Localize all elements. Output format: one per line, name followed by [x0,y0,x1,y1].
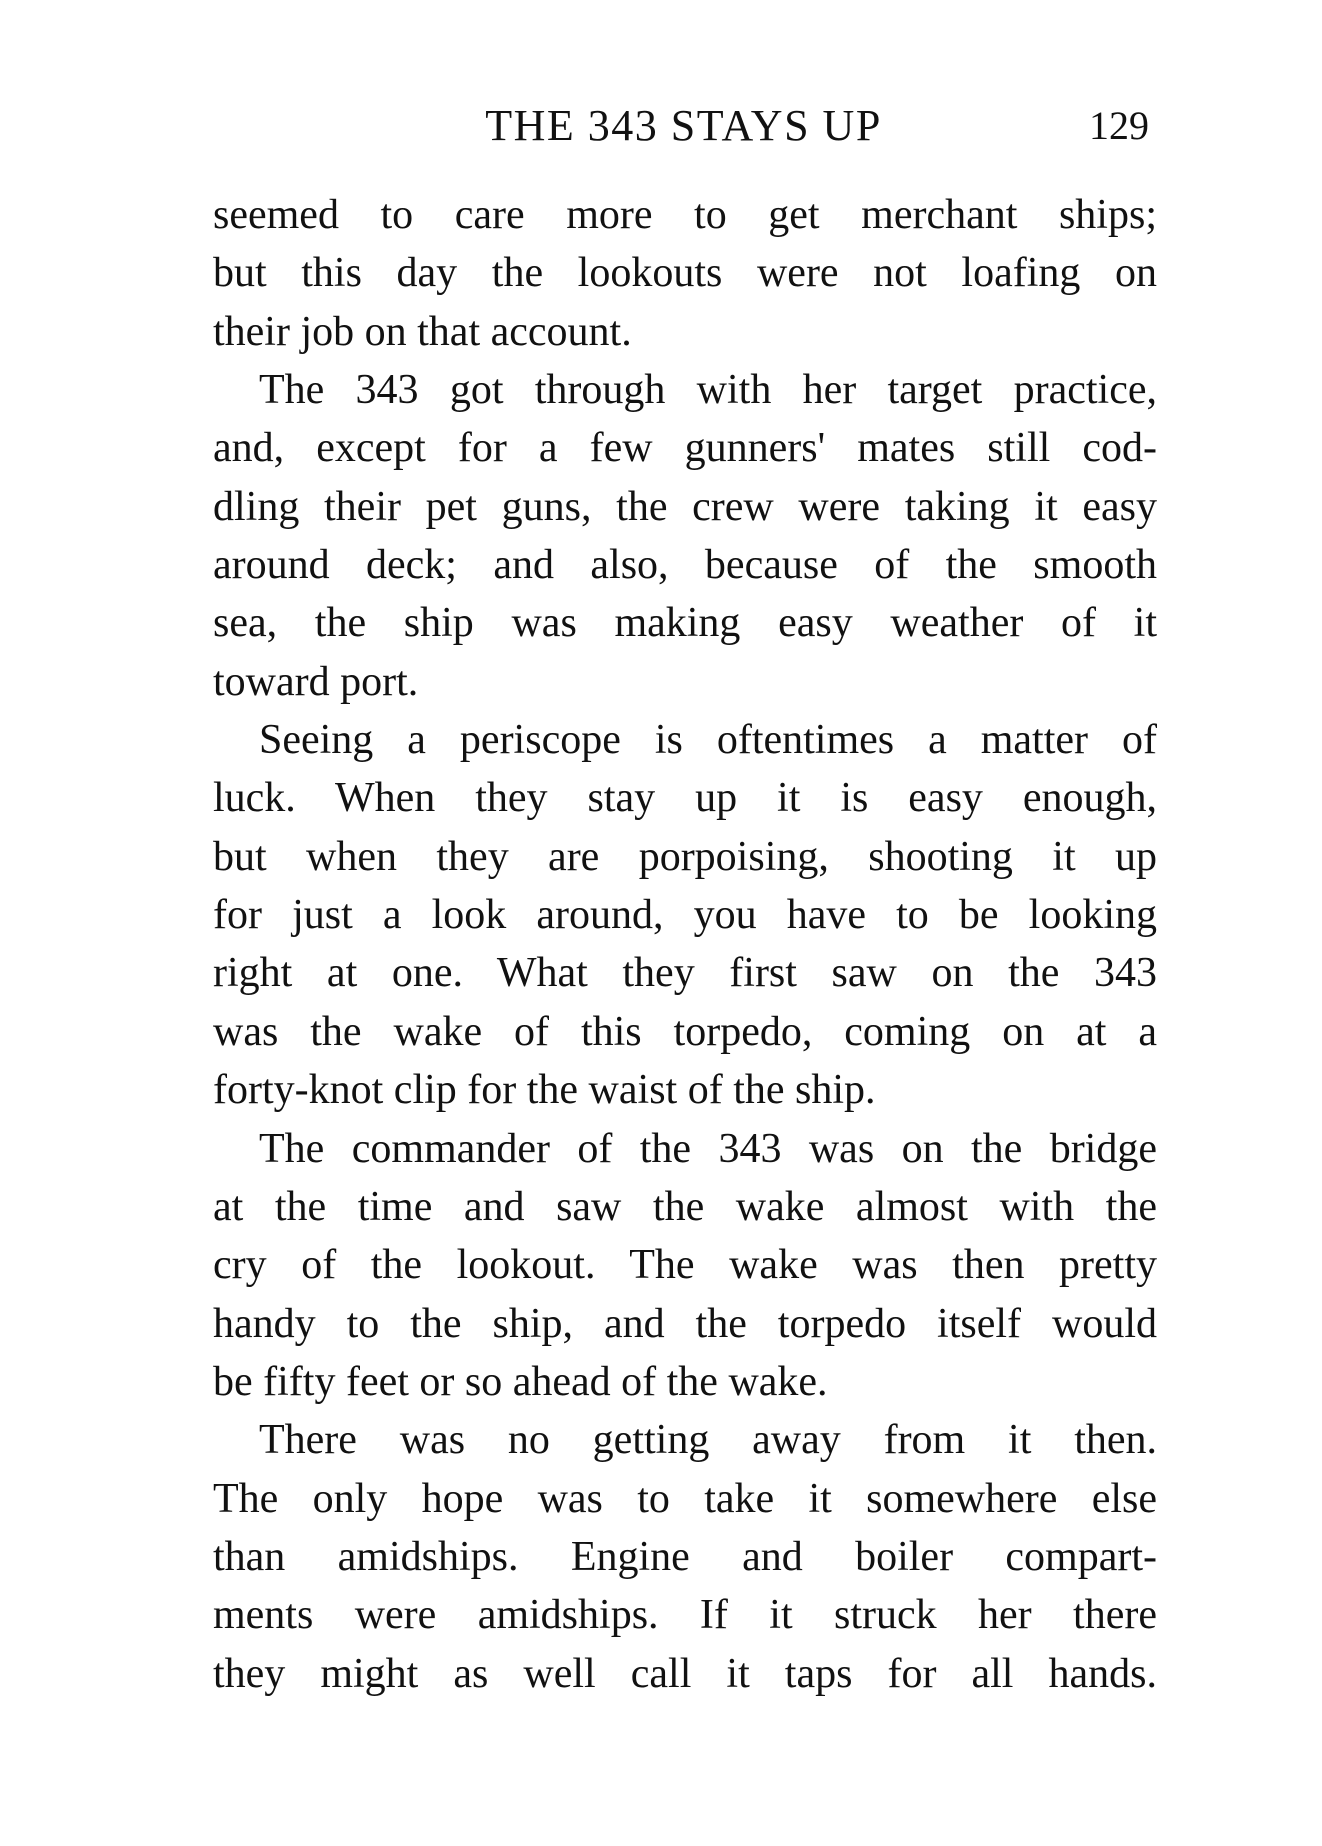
text-line: at the time and saw the wake almost with the [213,1183,1157,1230]
text-line: but when they are porpoising, shooting it up [213,833,1157,880]
text-line: The only hope was to take it somewhere else [213,1475,1157,1522]
running-head [210,96,1157,156]
text-line: There was no getting away from it then. [259,1417,1157,1464]
text-line: dling their pet guns, the crew were taking it easy [213,483,1157,530]
paragraph-3 [213,711,1157,1119]
page-number: 129 [1089,103,1149,148]
paragraph-4 [213,1120,1157,1412]
text-line: sea, the ship was making easy weather of it [213,600,1157,647]
paragraph-5 [213,1411,1157,1703]
text-line: and, except for a few gunners' mates still cod- [213,425,1157,472]
text-line: The 343 got through with her target practice, [259,367,1157,414]
text-line: cry of the lookout. The wake was then pretty [213,1242,1157,1289]
body-text [213,186,1157,1703]
text-line: Seeing a periscope is oftentimes a matter of [259,717,1157,764]
text-line: ments were amidships. If it struck her there [213,1592,1157,1639]
text-line: but this day the lookouts were not loafing on [213,250,1157,297]
running-title: THE 343 STAYS UP [485,101,882,150]
text-line: forty-knot clip for the waist of the ship. [213,1067,876,1114]
paragraph-2 [213,361,1157,711]
paragraph-1 [213,186,1157,361]
text-line: toward port. [213,658,419,705]
text-line: handy to the ship, and the torpedo itself would [213,1300,1157,1347]
text-line: for just a look around, you have to be looking [213,892,1157,939]
text-line: be fifty feet or so ahead of the wake. [213,1358,828,1405]
text-line: than amidships. Engine and boiler compart- [213,1533,1157,1580]
text-line: seemed to care more to get merchant ships; [213,192,1157,238]
text-line: The commander of the 343 was on the bridge [259,1125,1157,1172]
text-line: right at one. What they first saw on the 343 [213,950,1157,997]
text-line: their job on that account. [213,308,632,355]
text-line: was the wake of this torpedo, coming on at a [213,1008,1157,1055]
text-line: they might as well call it taps for all hands. [213,1650,1157,1697]
text-line: around deck; and also, because of the smooth [213,542,1157,589]
text-line: luck. When they stay up it is easy enough, [213,775,1157,822]
